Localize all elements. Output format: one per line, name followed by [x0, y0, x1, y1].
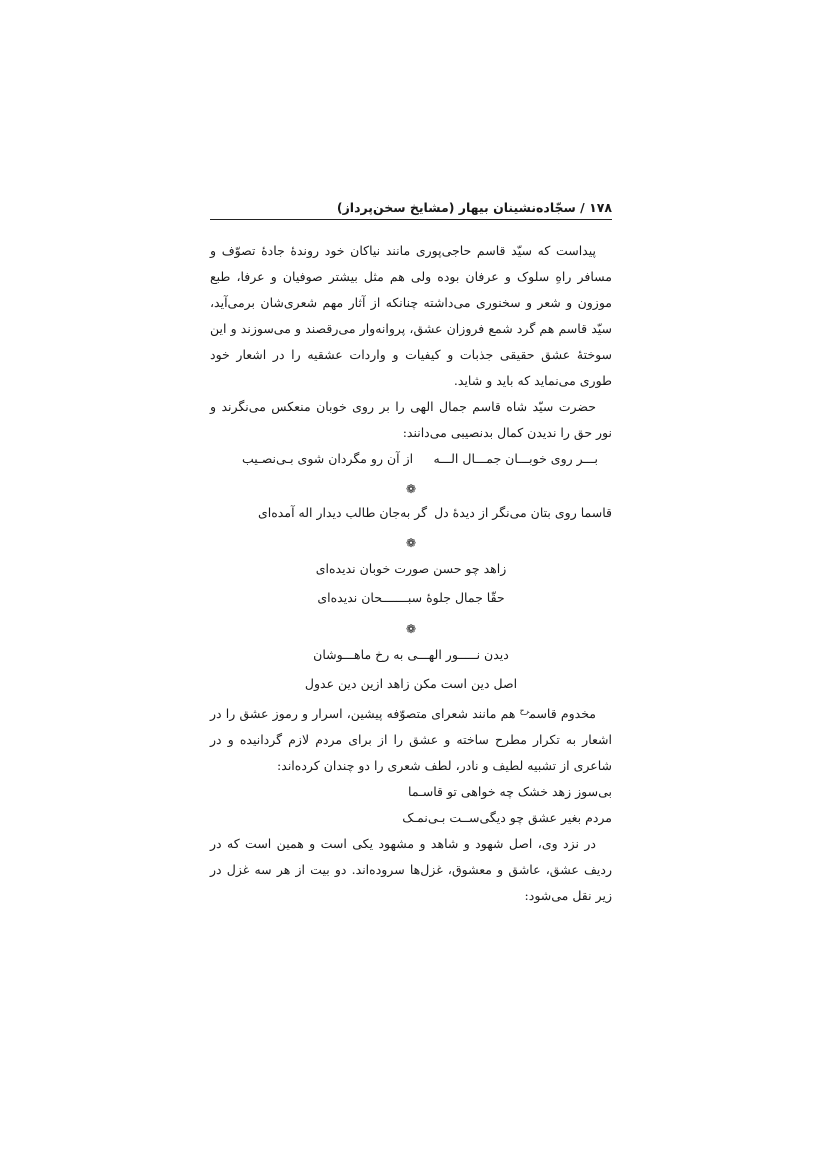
book-page: [210, 200, 612, 909]
verse-1-hemistich-a: بـــر روی خوبـــان جمـــال الـــه: [433, 451, 598, 466]
verse-3: [210, 554, 612, 612]
verse-1-hemistich-b: از آن رو مگردان شوی بـی‌نصـیب: [242, 451, 414, 466]
verse-4-line-2: اصل دین است مکن زاهد ازین دین عدول: [304, 676, 518, 691]
verse-2-hemistich-a: قاسما روی بتان می‌نگر از دیدهٔ دل: [434, 505, 612, 520]
verse-5-line-1: بی‌سوز زهد خشک چه خواهی تو قاسـما: [408, 784, 612, 800]
verse-4: [210, 640, 612, 698]
honorific-superscript: رح: [519, 706, 530, 715]
ornament-separator-3: ❁: [405, 622, 417, 636]
paragraph-2: حضرت سیّد شاه قاسم جمال الهی را بر روی خوبان منعکس می‌نگرند و نور حق را ندیدن کمال بدنصیبی می‌دانند:: [210, 399, 612, 440]
ornament-separator-2: ❁: [405, 536, 417, 550]
running-header: ۱۷۸ / سجّاده‌نشینان بیهار (مشایخ سخن‌پرداز): [210, 200, 612, 220]
verse-1: [210, 446, 612, 472]
paragraph-1: پیداست که سیّد قاسم حاجی‌پوری مانند نیاکان خود روندهٔ جادهٔ تصوّف و مسافر راهِ سلوک و عرفان بوده ولی هم مثل بیشتر صوفیان و عرفا، طبع موزون و شعر و سخنوری می‌داشته چنانکه از آثار مهم شعری‌شان برمی‌آید، سیّد قاسم هم گرد شمع فروزان عشق، پروانه‌وار می‌رقصند و می‌سوزند و این سوختهٔ عشق حقیقی جذبات و کیفیات و واردات عشقیه را در اشعار خود طوری می‌نماید که باید و شاید.: [210, 243, 612, 388]
paragraph-3: [210, 698, 612, 779]
verse-2-hemistich-b: گر به‌جان طالب دیدار اله آمده‌ای: [258, 505, 428, 520]
verse-2: [210, 500, 612, 526]
verse-3-line-2: حقّا جمال جلوهٔ سبـــــــحان ندیده‌ای: [317, 590, 505, 605]
ornament-separator-1: ❁: [405, 482, 417, 496]
paragraph-4: در نزد وی، اصل شهود و شاهد و مشهود یکی است و همین است که در ردیف عشق، عاشق و معشوق، غزل‌ها سروده‌اند. دو بیت از هر سه غزل در زیر نقل می‌شود:: [210, 836, 612, 904]
paragraph-3-rest: هم مانند شعرای متصوّفه پیشین، اسرار و رموز عشق را در اشعار به تکرار مطرح ساخته و عشق را از برای مردم لازم گردانیده و در شاعری از تشبیه لطیف و نادر، لطف شعری را دو چندان کرده‌اند:: [210, 706, 612, 774]
paragraph-3-start: مخدوم قاسم: [529, 706, 596, 722]
verse-5-line-2: مردم بغیر عشق چو دیگی‌ســت بـی‌نمـک: [402, 810, 612, 826]
verse-4-line-1: دیدن نـــــور الهـــی به رخ ماهـــوشان: [313, 647, 509, 662]
verse-3-line-1: زاهد چو حسن صورت خوبان ندیده‌ای: [315, 561, 507, 576]
